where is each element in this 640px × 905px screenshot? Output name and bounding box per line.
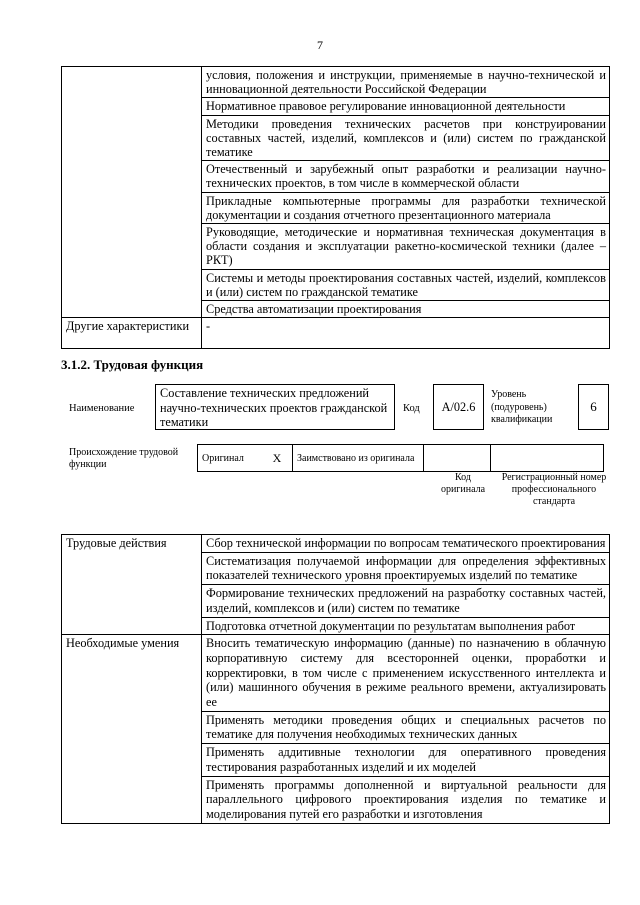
required-skill: Применять аддитивные технологии для оперативного проведения тестирования разработанных изделий и их моделей [202, 744, 610, 776]
table-cell-empty [62, 67, 202, 318]
section-heading: 3.1.2. Трудовая функция [61, 357, 204, 372]
table-row [62, 67, 610, 98]
registration-number-cell [491, 445, 604, 472]
labor-action: Систематизация получаемой информации для определения эффективных показателей технического уровня проектируемых изделий по тематике [202, 552, 610, 584]
original-mark: X [262, 445, 293, 472]
labor-action: Подготовка отчетной документации по результатам выполнения работ [202, 617, 610, 635]
original-label: Оригинал [198, 445, 263, 472]
table-cell: Нормативное правовое регулирование инновационной деятельности [202, 98, 610, 115]
table-row [62, 318, 610, 349]
function-code-box: A/02.6 [433, 384, 484, 430]
table-cell: Средства автоматизации проектирования [202, 301, 610, 318]
code-label: Код [403, 403, 420, 414]
table-cell: условия, положения и инструкции, применяемые в научно-технической и инновационной деятельности Российской Федерации [202, 67, 610, 98]
table-cell: Отечественный и зарубежный опыт разработки и реализации научно-технических проектов, в том числе в коммерческой области [202, 161, 610, 192]
table-cell: Системы и методы проектирования составных частей, изделий, комплексов и (или) систем по гражданской тематике [202, 269, 610, 300]
function-name-box: Составление технических предложений научно-технических проектов гражданской тематики [155, 384, 395, 430]
labor-function-table [61, 534, 610, 824]
table-row [198, 445, 604, 472]
table-row [62, 535, 610, 553]
required-skill: Применять программы дополненной и виртуальной реальности для параллельного цифрового проектирования изделия по тематике и моделирования путей его разработки и изготовления [202, 776, 610, 823]
table-cell: Прикладные компьютерные программы для разработки технической документации и создания отчетного презентационного материала [202, 192, 610, 223]
required-skill: Вносить тематическую информацию (данные) по назначению в облачную корпоративную систему для всесторонней оценки, проработки и корректировки, в том числе с применением искусственного интеллекта и (или) машинного обучения в режиме реального времени, актуализировать ее [202, 635, 610, 712]
labor-action: Сбор технической информации по вопросам тематического проектирования [202, 535, 610, 553]
original-code-cell [424, 445, 491, 472]
required-skill: Применять методики проведения общих и специальных расчетов по тематике для получения необходимых технических данных [202, 711, 610, 743]
required-skills-label: Необходимые умения [62, 635, 202, 823]
other-characteristics-label: Другие характеристики [62, 318, 202, 349]
labor-action: Формирование технических предложений на разработку составных частей, изделий, комплексов и (или) систем по тематике [202, 585, 610, 617]
page-number: 7 [317, 38, 323, 52]
borrowed-label: Заимствовано из оригинала [293, 445, 424, 472]
other-characteristics-value: - [202, 318, 610, 349]
labor-actions-label: Трудовые действия [62, 535, 202, 635]
original-code-caption: Код оригинала [440, 472, 486, 495]
origin-label: Происхождение трудовой функции [69, 447, 179, 470]
name-label: Наименование [69, 403, 135, 414]
table-cell: Руководящие, методические и нормативная техническая документация в области создания и эксплуатации ракетно-космической техники (далее – РКТ) [202, 224, 610, 270]
registration-number-caption: Регистрационный номер профессионального стандарта [501, 472, 607, 507]
knowledge-table-continued [61, 66, 610, 349]
table-cell: Методики проведения технических расчетов при конструировании составных частей, изделий, комплексов и (или) систем по гражданской тематике [202, 115, 610, 161]
table-row [62, 635, 610, 712]
qualification-level-box: 6 [578, 384, 609, 430]
level-label: Уровень (подуровень) квалификации [491, 389, 553, 425]
origin-table [197, 444, 604, 472]
